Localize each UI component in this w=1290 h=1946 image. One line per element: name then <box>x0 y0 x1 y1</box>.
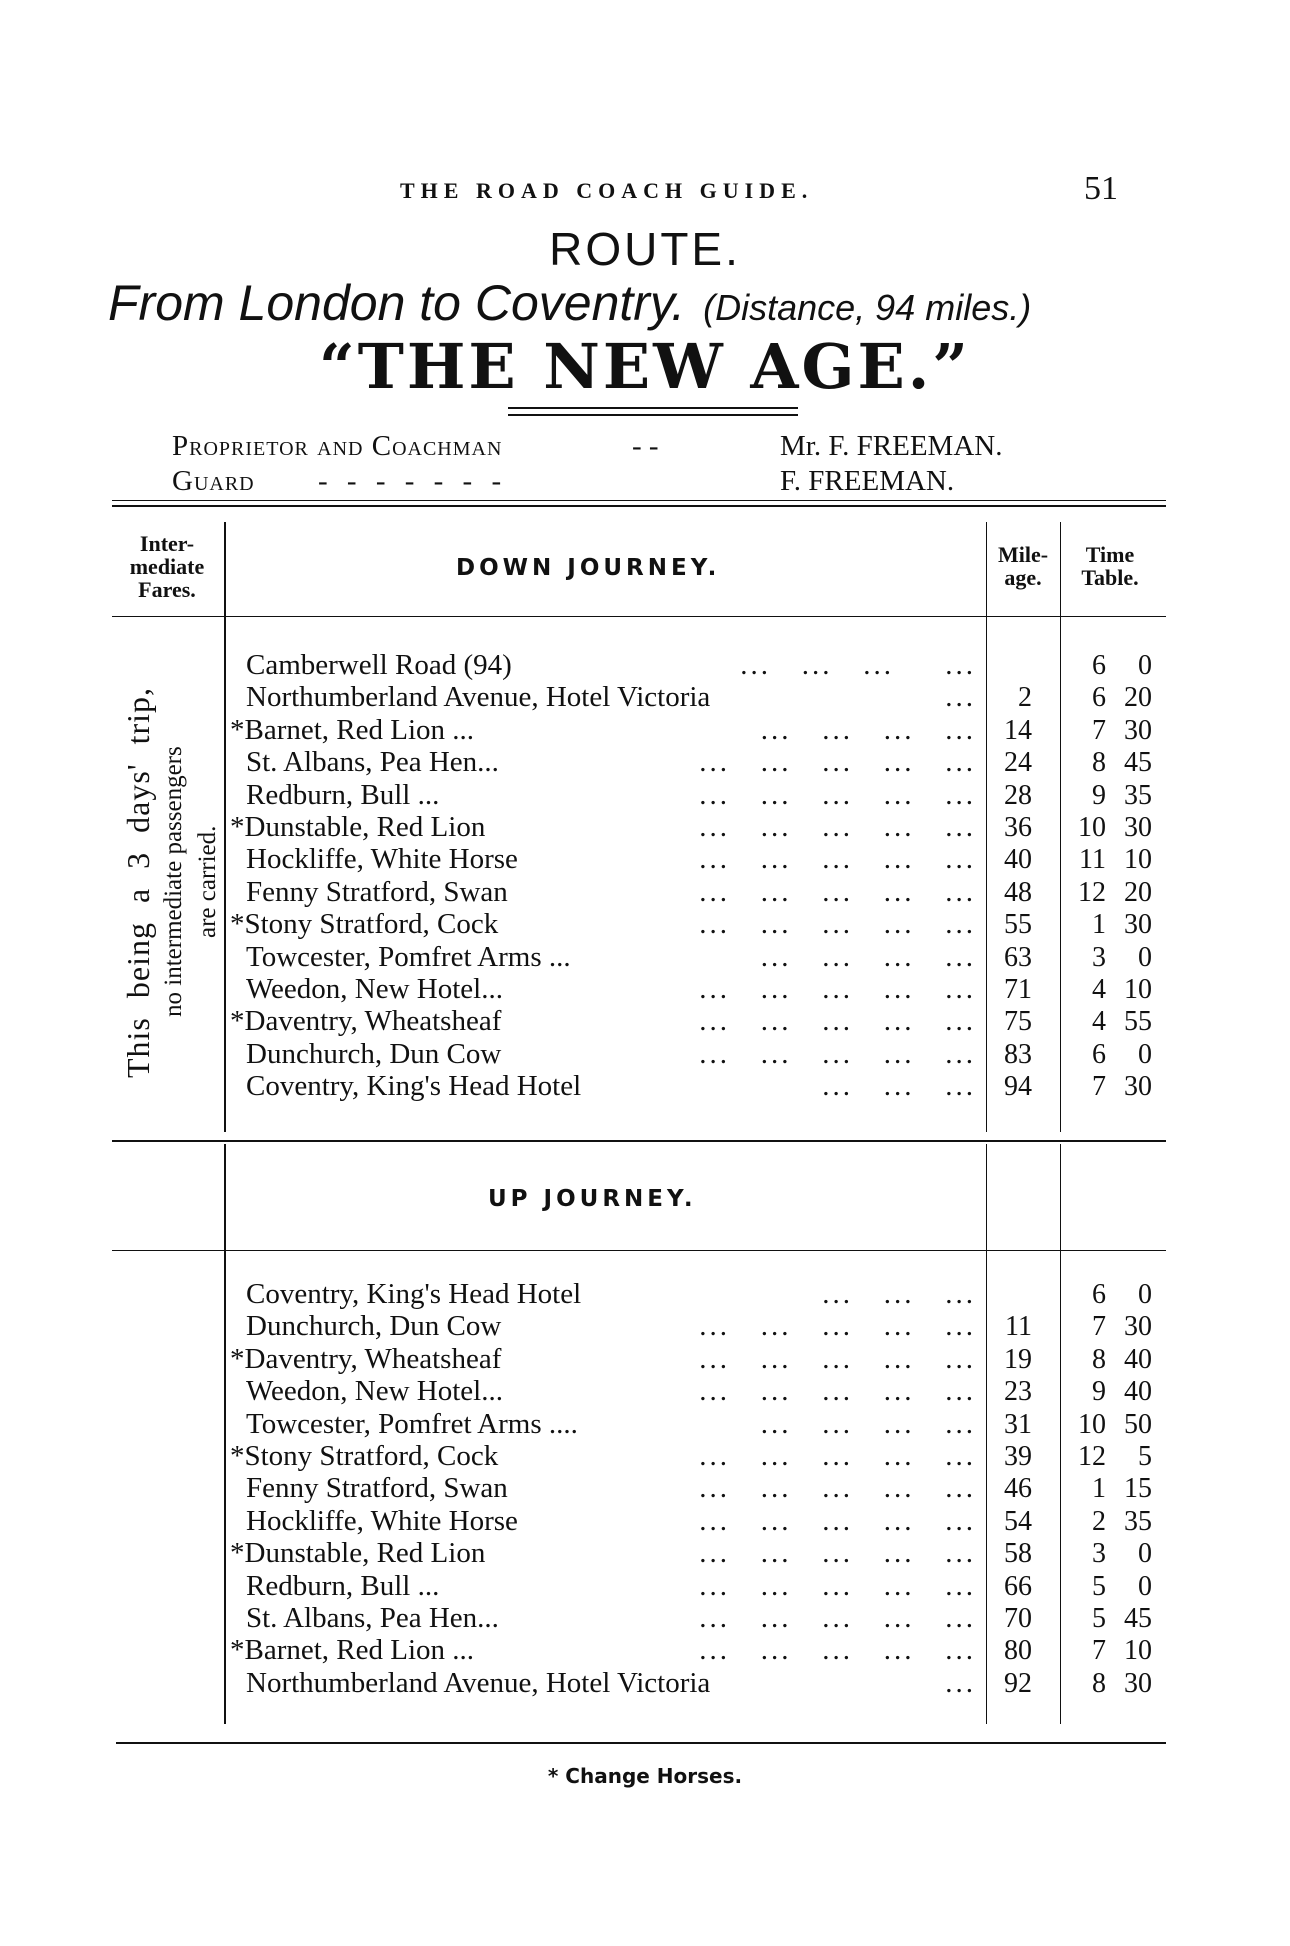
mileage-cell: 2 <box>1018 682 1032 713</box>
coach-name: “THE NEW AGE.” <box>319 330 971 403</box>
time-minute-cell: 30 <box>1124 909 1152 940</box>
mileage-cell: 55 <box>1004 909 1032 940</box>
time-hour-cell: 9 <box>1092 780 1106 811</box>
time-hour-cell: 11 <box>1079 844 1106 875</box>
time-minute-cell: 55 <box>1124 1006 1152 1037</box>
route-line <box>108 274 1031 332</box>
time-minute-cell: 45 <box>1124 747 1152 778</box>
timetable-row <box>230 1634 976 1667</box>
mileage-cell: 66 <box>1004 1571 1032 1602</box>
time-hour-cell: 10 <box>1078 1409 1106 1440</box>
mileage-cell <box>990 1278 1032 1311</box>
timetable-row <box>230 1440 976 1473</box>
stop-name: Fenny Stratford, Swan <box>246 876 508 908</box>
timetable-row <box>230 1343 976 1376</box>
leader-dots: ... <box>945 681 976 713</box>
mileage-column-rule-left <box>986 522 987 1132</box>
stop-name: Hockliffe, White Horse <box>246 843 518 875</box>
mileage-cell: 19 <box>1004 1344 1032 1375</box>
up-header-bottom-rule <box>112 1250 1166 1251</box>
time-hour-cell: 3 <box>1092 1538 1106 1569</box>
leader-dots: ... ... ... ... ... <box>699 1505 976 1537</box>
leader-dots: ... ... ... ... ... <box>699 1472 976 1504</box>
mileage-cell: 14 <box>1004 715 1032 746</box>
mileage-cell: 31 <box>1004 1409 1032 1440</box>
mileage-cell: 40 <box>1004 844 1032 875</box>
time-minute-cell: 30 <box>1124 1311 1152 1342</box>
stop-name: *Dunstable, Red Lion <box>230 1537 486 1569</box>
timetable-row <box>230 908 976 941</box>
title-rule-top <box>508 407 798 409</box>
timetable-row <box>230 649 976 682</box>
time-minute-cell: 35 <box>1124 1506 1152 1537</box>
timetable-row <box>230 681 976 714</box>
leader-dots: ... ... ... ... ... <box>699 779 976 811</box>
stop-name: Towcester, Pomfret Arms .... <box>246 1408 578 1440</box>
time-minute-cell: 30 <box>1124 1071 1152 1102</box>
time-minute-cell: 40 <box>1124 1376 1152 1407</box>
timetable-row <box>230 746 976 779</box>
leader-dots: ... ... ... ... ... <box>699 811 976 843</box>
timetable-row <box>230 941 976 974</box>
timetable-row <box>230 1505 976 1538</box>
time-hour-cell: 8 <box>1092 1344 1106 1375</box>
leader-dots: ... ... ... ... <box>760 1408 976 1440</box>
route-label: ROUTE. <box>549 223 741 275</box>
time-header: Time Table. <box>1081 542 1139 590</box>
stop-name: Northumberland Avenue, Hotel Victoria <box>246 1667 711 1699</box>
staff-dashes: - - - - - - - <box>318 465 508 497</box>
stop-name: *Stony Stratford, Cock <box>230 908 499 940</box>
mileage-cell: 54 <box>1004 1506 1032 1537</box>
leader-dots: ... ... ... ... ... <box>699 1602 976 1634</box>
timetable-row <box>230 876 976 909</box>
timetable-row <box>230 1070 976 1103</box>
fares-column-rule <box>224 1144 226 1724</box>
stop-name: *Daventry, Wheatsheaf <box>230 1005 502 1037</box>
time-hour-cell: 1 <box>1092 909 1106 940</box>
leader-dots: ... ... ... ... ... <box>699 1005 976 1037</box>
time-hour-cell: 6 <box>1092 1039 1106 1070</box>
note-line: are carried. <box>194 825 221 939</box>
stop-name: Coventry, King's Head Hotel <box>246 1278 582 1310</box>
time-hour-cell: 1 <box>1092 1473 1106 1504</box>
timetable-row <box>230 1570 976 1603</box>
time-minute-cell: 50 <box>1124 1409 1152 1440</box>
timetable-row <box>230 1602 976 1635</box>
mileage-cell: 75 <box>1004 1006 1032 1037</box>
leader-dots: ... ... ... ... ... <box>699 1570 976 1602</box>
mileage-cell: 11 <box>1005 1311 1032 1342</box>
time-minute-cell: 0 <box>1138 1039 1152 1070</box>
time-hour-cell: 9 <box>1092 1376 1106 1407</box>
timetable-row <box>230 1537 976 1570</box>
timetable-row <box>230 1038 976 1071</box>
table-bottom-rule <box>116 1742 1166 1744</box>
time-minute-cell: 10 <box>1124 1635 1152 1666</box>
timetable-row <box>230 1278 976 1311</box>
time-minute-cell: 35 <box>1124 780 1152 811</box>
leader-dots: ... ... ... ... ... <box>699 746 976 778</box>
time-hour-cell: 8 <box>1092 747 1106 778</box>
timetable-row <box>230 1310 976 1343</box>
time-hour-cell: 7 <box>1092 715 1106 746</box>
staff-role: Proprietor and Coachman <box>172 430 503 462</box>
time-minute-cell: 0 <box>1138 1571 1152 1602</box>
leader-dots: ... ... ... ... ... <box>699 1310 976 1342</box>
stop-name: Redburn, Bull ... <box>246 1570 440 1602</box>
leader-dots: ... <box>945 1667 976 1699</box>
time-minute-cell: 20 <box>1124 682 1152 713</box>
mileage-cell: 36 <box>1004 812 1032 843</box>
time-minute-cell: 0 <box>1138 942 1152 973</box>
time-hour-cell: 7 <box>1092 1071 1106 1102</box>
time-minute-cell: 40 <box>1124 1344 1152 1375</box>
time-hour-cell: 6 <box>1092 1279 1106 1310</box>
staff-name: F. FREEMAN. <box>780 465 955 497</box>
down-journey-title: DOWN JOURNEY. <box>456 555 721 581</box>
leader-dots: ... ... ... ... ... <box>699 1038 976 1070</box>
stop-name: St. Albans, Pea Hen... <box>246 746 499 778</box>
time-hour-cell: 4 <box>1092 1006 1106 1037</box>
time-hour-cell: 3 <box>1092 942 1106 973</box>
mileage-header: Mile- age. <box>997 542 1049 590</box>
note-line: This being a 3 days' trip, <box>120 686 156 1078</box>
leader-dots: ... ... ... ... ... <box>699 908 976 940</box>
mileage-cell: 39 <box>1004 1441 1032 1472</box>
time-hour-cell: 12 <box>1078 1441 1106 1472</box>
staff-row-proprietor <box>172 430 1003 463</box>
leader-dots: ... ... ... <box>822 1070 976 1102</box>
mileage-column-rule-right <box>1060 522 1061 1132</box>
staff-dashes: - - <box>632 430 659 462</box>
leader-dots: ... ... ... ... ... <box>699 1634 976 1666</box>
time-minute-cell: 30 <box>1124 715 1152 746</box>
timetable-row <box>230 1667 976 1700</box>
time-hour-cell: 6 <box>1092 682 1106 713</box>
mileage-cell: 92 <box>1004 1668 1032 1699</box>
time-hour-cell: 10 <box>1078 812 1106 843</box>
leader-dots: ... ... ... ... ... <box>699 1375 976 1407</box>
table-top-rule-2 <box>112 505 1166 507</box>
time-hour-cell: 5 <box>1092 1603 1106 1634</box>
time-hour-cell: 2 <box>1092 1506 1106 1537</box>
running-head-title: THE ROAD COACH GUIDE. <box>400 178 814 203</box>
time-minute-cell: 10 <box>1124 974 1152 1005</box>
leader-dots: ... ... ... ... ... <box>699 1343 976 1375</box>
table-top-rule-1 <box>112 500 1166 501</box>
timetable-row <box>230 1472 976 1505</box>
leader-dots: ... ... ... ... <box>760 941 976 973</box>
timetable-row <box>230 779 976 812</box>
stop-name: Redburn, Bull ... <box>246 779 440 811</box>
fares-header: Inter- mediate Fares. <box>129 531 205 602</box>
timetable-row <box>230 1005 976 1038</box>
stop-name: St. Albans, Pea Hen... <box>246 1602 499 1634</box>
time-minute-cell: 0 <box>1138 650 1152 681</box>
time-minute-cell: 5 <box>1138 1441 1152 1472</box>
mileage-cell: 24 <box>1004 747 1032 778</box>
time-hour-cell: 5 <box>1092 1571 1106 1602</box>
time-minute-cell: 10 <box>1124 844 1152 875</box>
time-hour-cell: 8 <box>1092 1668 1106 1699</box>
timetable-row <box>230 973 976 1006</box>
time-hour-cell: 4 <box>1092 974 1106 1005</box>
mileage-cell: 71 <box>1004 974 1032 1005</box>
mileage-cell: 83 <box>1004 1039 1032 1070</box>
route-name: From London to Coventry. <box>108 275 686 331</box>
footnote: * Change Horses. <box>547 1764 743 1788</box>
leader-dots: ... ... ... ... <box>760 714 976 746</box>
time-minute-cell: 20 <box>1124 877 1152 908</box>
header-bottom-rule <box>112 616 1166 617</box>
stop-name: Weedon, New Hotel... <box>246 1375 503 1407</box>
time-minute-cell: 30 <box>1124 812 1152 843</box>
stop-name: Coventry, King's Head Hotel <box>246 1070 582 1102</box>
timetable-row <box>230 1375 976 1408</box>
stop-name: Fenny Stratford, Swan <box>246 1472 508 1504</box>
leader-dots: ... ... ... ... ... <box>699 1537 976 1569</box>
staff-name: Mr. F. FREEMAN. <box>780 430 1003 462</box>
timetable-row <box>230 1408 976 1441</box>
time-minute-cell: 30 <box>1124 1668 1152 1699</box>
mileage-cell: 48 <box>1004 877 1032 908</box>
up-journey-title: UP JOURNEY. <box>488 1186 697 1212</box>
route-distance: (Distance, 94 miles.) <box>703 287 1032 328</box>
note-line: no intermediate passengers <box>160 746 187 1018</box>
mileage-cell: 63 <box>1004 942 1032 973</box>
stop-name: *Barnet, Red Lion ... <box>230 714 475 746</box>
mileage-cell: 94 <box>1004 1071 1032 1102</box>
mileage-cell: 80 <box>1004 1635 1032 1666</box>
mileage-cell: 70 <box>1004 1603 1032 1634</box>
mileage-cell: 28 <box>1004 780 1032 811</box>
leader-dots: ... ... ... ... <box>740 649 976 681</box>
leader-dots: ... ... ... ... ... <box>699 843 976 875</box>
leader-dots: ... ... ... ... ... <box>699 973 976 1005</box>
stop-name: *Barnet, Red Lion ... <box>230 1634 475 1666</box>
stop-name: Hockliffe, White Horse <box>246 1505 518 1537</box>
stop-name: Dunchurch, Dun Cow <box>246 1310 502 1342</box>
mileage-column-rule-left <box>986 1144 987 1724</box>
time-minute-cell: 0 <box>1138 1279 1152 1310</box>
mileage-cell: 46 <box>1004 1473 1032 1504</box>
stop-name: Northumberland Avenue, Hotel Victoria <box>246 681 711 713</box>
stop-name: *Daventry, Wheatsheaf <box>230 1343 502 1375</box>
down-bottom-rule <box>112 1140 1166 1142</box>
stop-name: Camberwell Road (94) <box>246 649 512 681</box>
stop-name: *Stony Stratford, Cock <box>230 1440 499 1472</box>
time-hour-cell: 7 <box>1092 1635 1106 1666</box>
mileage-cell: 23 <box>1004 1376 1032 1407</box>
timetable-row <box>230 714 976 747</box>
mileage-cell <box>990 649 1032 682</box>
leader-dots: ... ... ... ... ... <box>699 1440 976 1472</box>
mileage-cell: 58 <box>1004 1538 1032 1569</box>
staff-row-guard <box>172 465 955 498</box>
intermediate-fares-note <box>120 652 240 1112</box>
stop-name: Dunchurch, Dun Cow <box>246 1038 502 1070</box>
page-number: 51 <box>1084 170 1118 207</box>
stop-name: Towcester, Pomfret Arms ... <box>246 941 571 973</box>
leader-dots: ... ... ... <box>822 1278 976 1310</box>
timetable-row <box>230 811 976 844</box>
stop-name: *Dunstable, Red Lion <box>230 811 486 843</box>
time-minute-cell: 15 <box>1124 1473 1152 1504</box>
time-hour-cell: 7 <box>1092 1311 1106 1342</box>
title-rule-bottom <box>508 414 798 416</box>
time-hour-cell: 12 <box>1078 877 1106 908</box>
leader-dots: ... ... ... ... ... <box>699 876 976 908</box>
staff-role: Guard <box>172 465 255 497</box>
time-minute-cell: 0 <box>1138 1538 1152 1569</box>
mileage-column-rule-right <box>1060 1144 1061 1724</box>
time-hour-cell: 6 <box>1092 650 1106 681</box>
stop-name: Weedon, New Hotel... <box>246 973 503 1005</box>
time-minute-cell: 45 <box>1124 1603 1152 1634</box>
timetable-row <box>230 843 976 876</box>
